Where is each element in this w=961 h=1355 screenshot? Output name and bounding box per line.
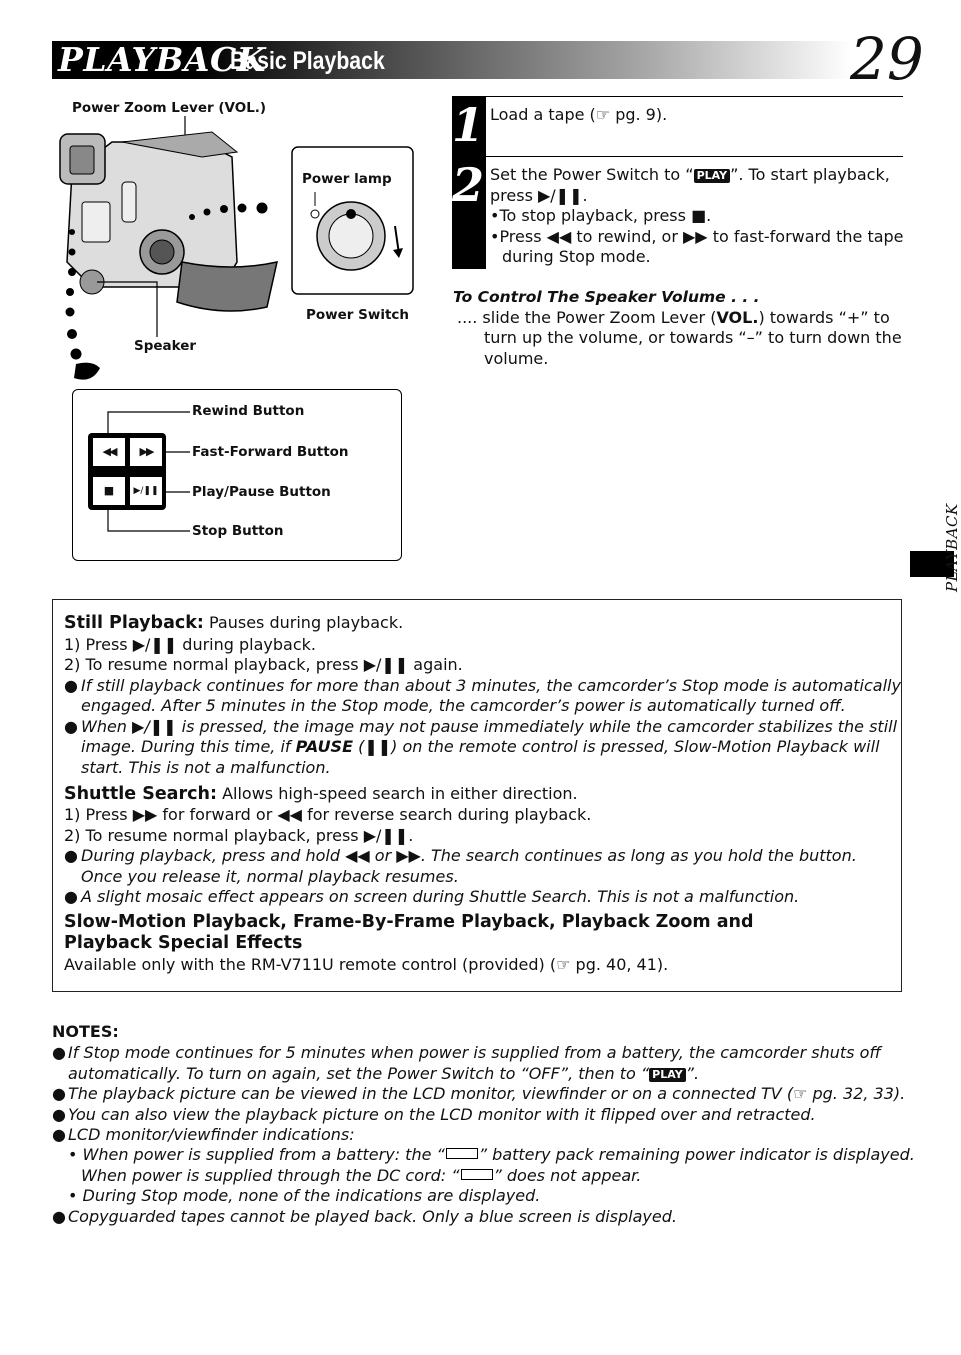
note-4-sub-1-line-2: When power is supplied through the DC cord: “ ” does not appear.: [81, 1166, 642, 1185]
shuttle-step-2: 2) To resume normal playback, press ▶/❚❚.: [64, 826, 414, 845]
bullet: ●: [52, 1207, 66, 1226]
step-1-rule: [486, 96, 903, 97]
label-speaker: Speaker: [134, 338, 197, 354]
label-rewind-button: Rewind Button: [192, 403, 305, 419]
still-note-1-line-2: engaged. After 5 minutes in the Stop mode, the camcorder’s power is automatically turned off.: [81, 696, 846, 715]
slow-motion-heading-1: Slow-Motion Playback, Frame-By-Frame Playback, Playback Zoom and: [64, 912, 754, 932]
label-power-switch: Power Switch: [306, 307, 410, 323]
still-note-2-line-1: When ▶/❚❚ is pressed, the image may not pause immediately while the camcorder stabilizes the still: [81, 717, 898, 736]
step-2-bullet-2-cont: during Stop mode.: [502, 247, 651, 266]
slow-motion-heading-2: Playback Special Effects: [64, 933, 303, 953]
slow-motion-desc: Available only with the RM-V711U remote control (provided) (☞ pg. 40, 41).: [64, 955, 669, 974]
shuttle-note-1-line-1: During playback, press and hold ◀◀ or ▶▶. The search continues as long as you hold the button.: [81, 846, 857, 865]
step-2-number: 2: [452, 158, 485, 212]
power-switch-inset: [291, 146, 415, 296]
speaker-volume-line-1: .... slide the Power Zoom Lever (VOL.) towards “+” to: [457, 308, 890, 327]
step-2-bullet-1: •To stop playback, press ■.: [490, 206, 712, 225]
speaker-volume-heading: To Control The Speaker Volume . . .: [453, 288, 760, 306]
note-4-sub-1-line-1: • When power is supplied from a battery: the “ ” battery pack remaining power indicator is displayed.: [68, 1145, 915, 1164]
shuttle-note-1-line-2: Once you release it, normal playback resumes.: [81, 867, 459, 886]
label-play-pause-button: Play/Pause Button: [192, 484, 331, 500]
label-fast-forward-button: Fast-Forward Button: [192, 444, 349, 460]
still-note-2-line-3: start. This is not a malfunction.: [81, 758, 331, 777]
still-note-2-line-2: image. During this time, if PAUSE (❚❚) on the remote control is pressed, Slow-Motion Playback will: [81, 737, 880, 756]
still-step-2: 2) To resume normal playback, press ▶/❚❚ again.: [64, 655, 463, 674]
label-stop-button: Stop Button: [192, 523, 284, 539]
label-power-zoom-lever: Power Zoom Lever (VOL.): [72, 100, 267, 116]
speaker-volume-line-3: volume.: [484, 349, 549, 368]
battery-icon: [461, 1169, 493, 1180]
shuttle-note-2: A slight mosaic effect appears on screen during Shuttle Search. This is not a malfunction.: [81, 887, 800, 906]
bullet: ●: [52, 1125, 66, 1144]
stop-button[interactable]: ■: [92, 476, 126, 506]
bullet: ●: [52, 1043, 66, 1062]
page-section-title: PLAYBACK: [58, 40, 266, 79]
shuttle-search-title: Shuttle Search: Allows high-speed search in either direction.: [64, 784, 578, 804]
battery-icon: [446, 1148, 478, 1159]
still-playback-title: Still Playback: Pauses during playback.: [64, 613, 404, 633]
note-1-line-2: automatically. To turn on again, set the Power Switch to “OFF”, then to “ PLAY ”.: [68, 1064, 700, 1083]
button-leader-lines: [100, 400, 200, 545]
still-note-1-line-1: If still playback continues for more than about 3 minutes, the camcorder’s Stop mode is automatically: [81, 676, 901, 695]
note-5: Copyguarded tapes cannot be played back. Only a blue screen is displayed.: [68, 1207, 677, 1226]
step-2-rule: [486, 156, 903, 157]
bullet: ●: [64, 717, 78, 736]
step-1-text: Load a tape (☞ pg. 9).: [490, 105, 668, 124]
step-2-line-2: press ▶/❚❚.: [490, 186, 588, 205]
step-1-number: 1: [452, 98, 485, 152]
bullet: ●: [64, 676, 78, 695]
note-1-line-1: If Stop mode continues for 5 minutes when power is supplied from a battery, the camcorder shuts off: [68, 1043, 881, 1062]
side-tab-label: PLAYBACK: [943, 503, 961, 592]
notes-heading: NOTES:: [52, 1022, 119, 1041]
still-step-1: 1) Press ▶/❚❚ during playback.: [64, 635, 316, 654]
fast-forward-button[interactable]: ▶▶: [129, 437, 163, 467]
label-power-lamp: Power lamp: [302, 171, 392, 187]
page-number: 29: [850, 25, 924, 93]
page-subtitle: Basic Playback: [230, 47, 385, 75]
note-3: You can also view the playback picture on the LCD monitor with it flipped over and retracted.: [68, 1105, 816, 1124]
play-mode-badge: PLAY: [694, 169, 731, 183]
bullet: ●: [64, 887, 78, 906]
play-mode-badge: PLAY: [649, 1068, 686, 1082]
play-pause-button[interactable]: ▶/❚❚: [129, 476, 163, 506]
note-4-sub-2: • During Stop mode, none of the indications are displayed.: [68, 1186, 541, 1205]
note-2: The playback picture can be viewed in the LCD monitor, viewfinder or on a connected TV (☞ pg. 32, 33).: [68, 1084, 906, 1103]
step-2-bullet-2: •Press ◀◀ to rewind, or ▶▶ to fast-forward the tape: [490, 227, 904, 246]
step-2-line-1: Set the Power Switch to “ PLAY ”. To start playback,: [490, 165, 890, 184]
rewind-button[interactable]: ◀◀: [92, 437, 126, 467]
shuttle-step-1: 1) Press ▶▶ for forward or ◀◀ for reverse search during playback.: [64, 805, 592, 824]
note-4: LCD monitor/viewfinder indications:: [68, 1125, 355, 1144]
bullet: ●: [64, 846, 78, 865]
bullet: ●: [52, 1084, 66, 1103]
speaker-volume-line-2: turn up the volume, or towards “–” to turn down the: [484, 328, 902, 347]
bullet: ●: [52, 1105, 66, 1124]
